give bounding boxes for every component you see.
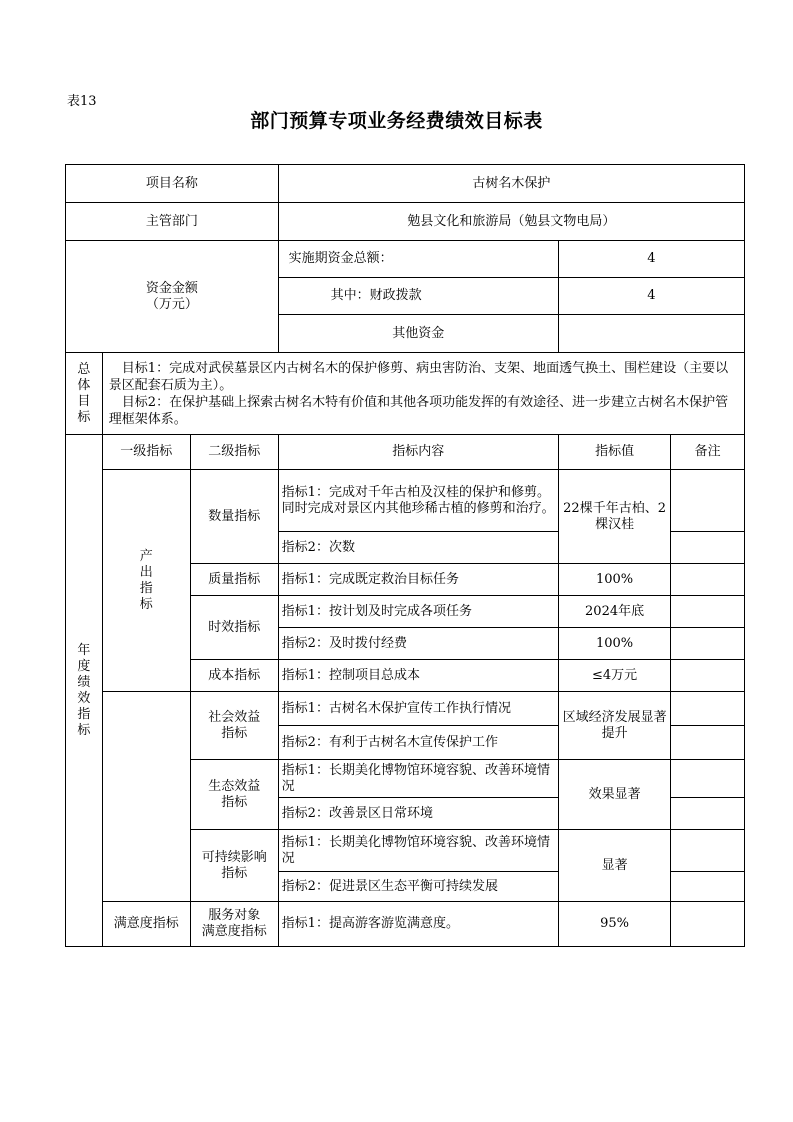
sustain-value: 显著	[558, 830, 670, 902]
row-indicator-headers	[66, 435, 745, 470]
goal-1: 目标1：完成对武侯墓景区内古树名木的保护修剪、病虫害防治、支架、地面透气换土、围栏建设（主要以景区配套石质为主）。	[108, 360, 729, 393]
row-quantity-1	[66, 470, 745, 532]
social-indicator-1: 指标1：古树名木保护宣传工作执行情况	[278, 692, 558, 726]
header-value: 指标值	[558, 435, 670, 470]
timeliness-label: 时效指标	[190, 596, 278, 660]
social-indicator-2: 指标2：有利于古树名木宣传保护工作	[278, 726, 558, 760]
social-label: 社会效益 指标	[190, 692, 278, 760]
eco-indicator-1: 指标1：长期美化博物馆环境容貌、改善环境情况	[278, 760, 558, 798]
row-department	[66, 203, 745, 241]
satisfaction-label: 服务对象 满意度指标	[190, 902, 278, 947]
header-level1: 一级指标	[102, 435, 190, 470]
header-level2: 二级指标	[190, 435, 278, 470]
timeliness-value-2: 100%	[558, 628, 670, 660]
funds-other-label: 其他资金	[278, 315, 558, 353]
funds-fiscal-label: 其中：财政拨款	[278, 278, 558, 315]
row-project-name	[66, 165, 745, 203]
timeliness-remark-2	[671, 628, 745, 660]
funds-total-value: 4	[558, 241, 744, 278]
funds-fiscal-value: 4	[558, 278, 744, 315]
social-value: 区域经济发展显著提升	[558, 692, 670, 760]
project-name-label: 项目名称	[66, 165, 279, 203]
sustain-indicator-2: 指标2：促进景区生态平衡可持续发展	[278, 872, 558, 902]
annual-indicators-label: 年 度 绩 效 指 标	[66, 435, 103, 947]
satisfaction-level1: 满意度指标	[102, 902, 190, 947]
table-number: 表13	[67, 94, 97, 109]
funds-other-value	[558, 315, 744, 353]
timeliness-indicator-1: 指标1：按计划及时完成各项任务	[278, 596, 558, 628]
satisfaction-value: 95%	[558, 902, 670, 947]
goal-2: 目标2：在保护基础上探索古树名木特有价值和其他各项功能发挥的有效途径、进一步建立古树名木保护管理框架体系。	[108, 394, 729, 427]
quality-label: 质量指标	[190, 564, 278, 596]
eco-label: 生态效益 指标	[190, 760, 278, 830]
eco-value: 效果显著	[558, 760, 670, 830]
funds-label-line2: （万元）	[145, 296, 198, 312]
sustain-label: 可持续影响 指标	[190, 830, 278, 902]
social-remark-1	[671, 692, 745, 726]
cost-indicator-1: 指标1：控制项目总成本	[278, 660, 558, 692]
eco-indicator-2: 指标2：改善景区日常环境	[278, 798, 558, 830]
quality-value: 100%	[558, 564, 670, 596]
eco-remark-2	[671, 798, 745, 830]
quantity-label: 数量指标	[190, 470, 278, 564]
funds-total-label: 实施期资金总额：	[278, 241, 558, 278]
quantity-remark-2	[671, 532, 745, 564]
funds-label	[66, 241, 279, 353]
quality-indicator-1: 指标1：完成既定救治目标任务	[278, 564, 558, 596]
quantity-remark-1	[671, 470, 745, 532]
timeliness-remark-1	[671, 596, 745, 628]
quantity-indicator-2: 指标2：次数	[278, 532, 558, 564]
performance-table	[65, 164, 745, 947]
header-remark: 备注	[671, 435, 745, 470]
overall-goals-content	[102, 353, 744, 435]
timeliness-indicator-2: 指标2：及时拨付经费	[278, 628, 558, 660]
cost-label: 成本指标	[190, 660, 278, 692]
quantity-value: 22棵千年古柏、2棵汉桂	[558, 470, 670, 564]
page-title: 部门预算专项业务经费绩效目标表	[250, 110, 543, 132]
header-content: 指标内容	[278, 435, 558, 470]
overall-goals-label: 总 体 目 标	[66, 353, 103, 435]
sustain-remark-2	[671, 872, 745, 902]
sustain-remark-1	[671, 830, 745, 872]
eco-remark-1	[671, 760, 745, 798]
department-label: 主管部门	[66, 203, 279, 241]
department-value: 勉县文化和旅游局（勉县文物电局）	[278, 203, 744, 241]
satisfaction-indicator-1: 指标1：提高游客游览满意度。	[278, 902, 558, 947]
output-indicators-label: 产 出 指 标	[102, 470, 190, 692]
sustain-indicator-1: 指标1：长期美化博物馆环境容貌、改善环境情况	[278, 830, 558, 872]
quantity-indicator-1: 指标1：完成对千年古柏及汉桂的保护和修剪。同时完成对景区内其他珍稀古植的修剪和治疗。	[278, 470, 558, 532]
row-overall-goals	[66, 353, 745, 435]
quality-remark	[671, 564, 745, 596]
social-remark-2	[671, 726, 745, 760]
project-name-value: 古树名木保护	[278, 165, 744, 203]
cost-remark	[671, 660, 745, 692]
cost-value: ≤4万元	[558, 660, 670, 692]
timeliness-value-1: 2024年底	[558, 596, 670, 628]
funds-label-line1: 资金金额	[145, 280, 198, 296]
row-social-1	[66, 692, 745, 726]
satisfaction-remark	[671, 902, 745, 947]
row-funds-total	[66, 241, 745, 278]
benefit-level1-empty	[102, 692, 190, 902]
row-satisfaction	[66, 902, 745, 947]
